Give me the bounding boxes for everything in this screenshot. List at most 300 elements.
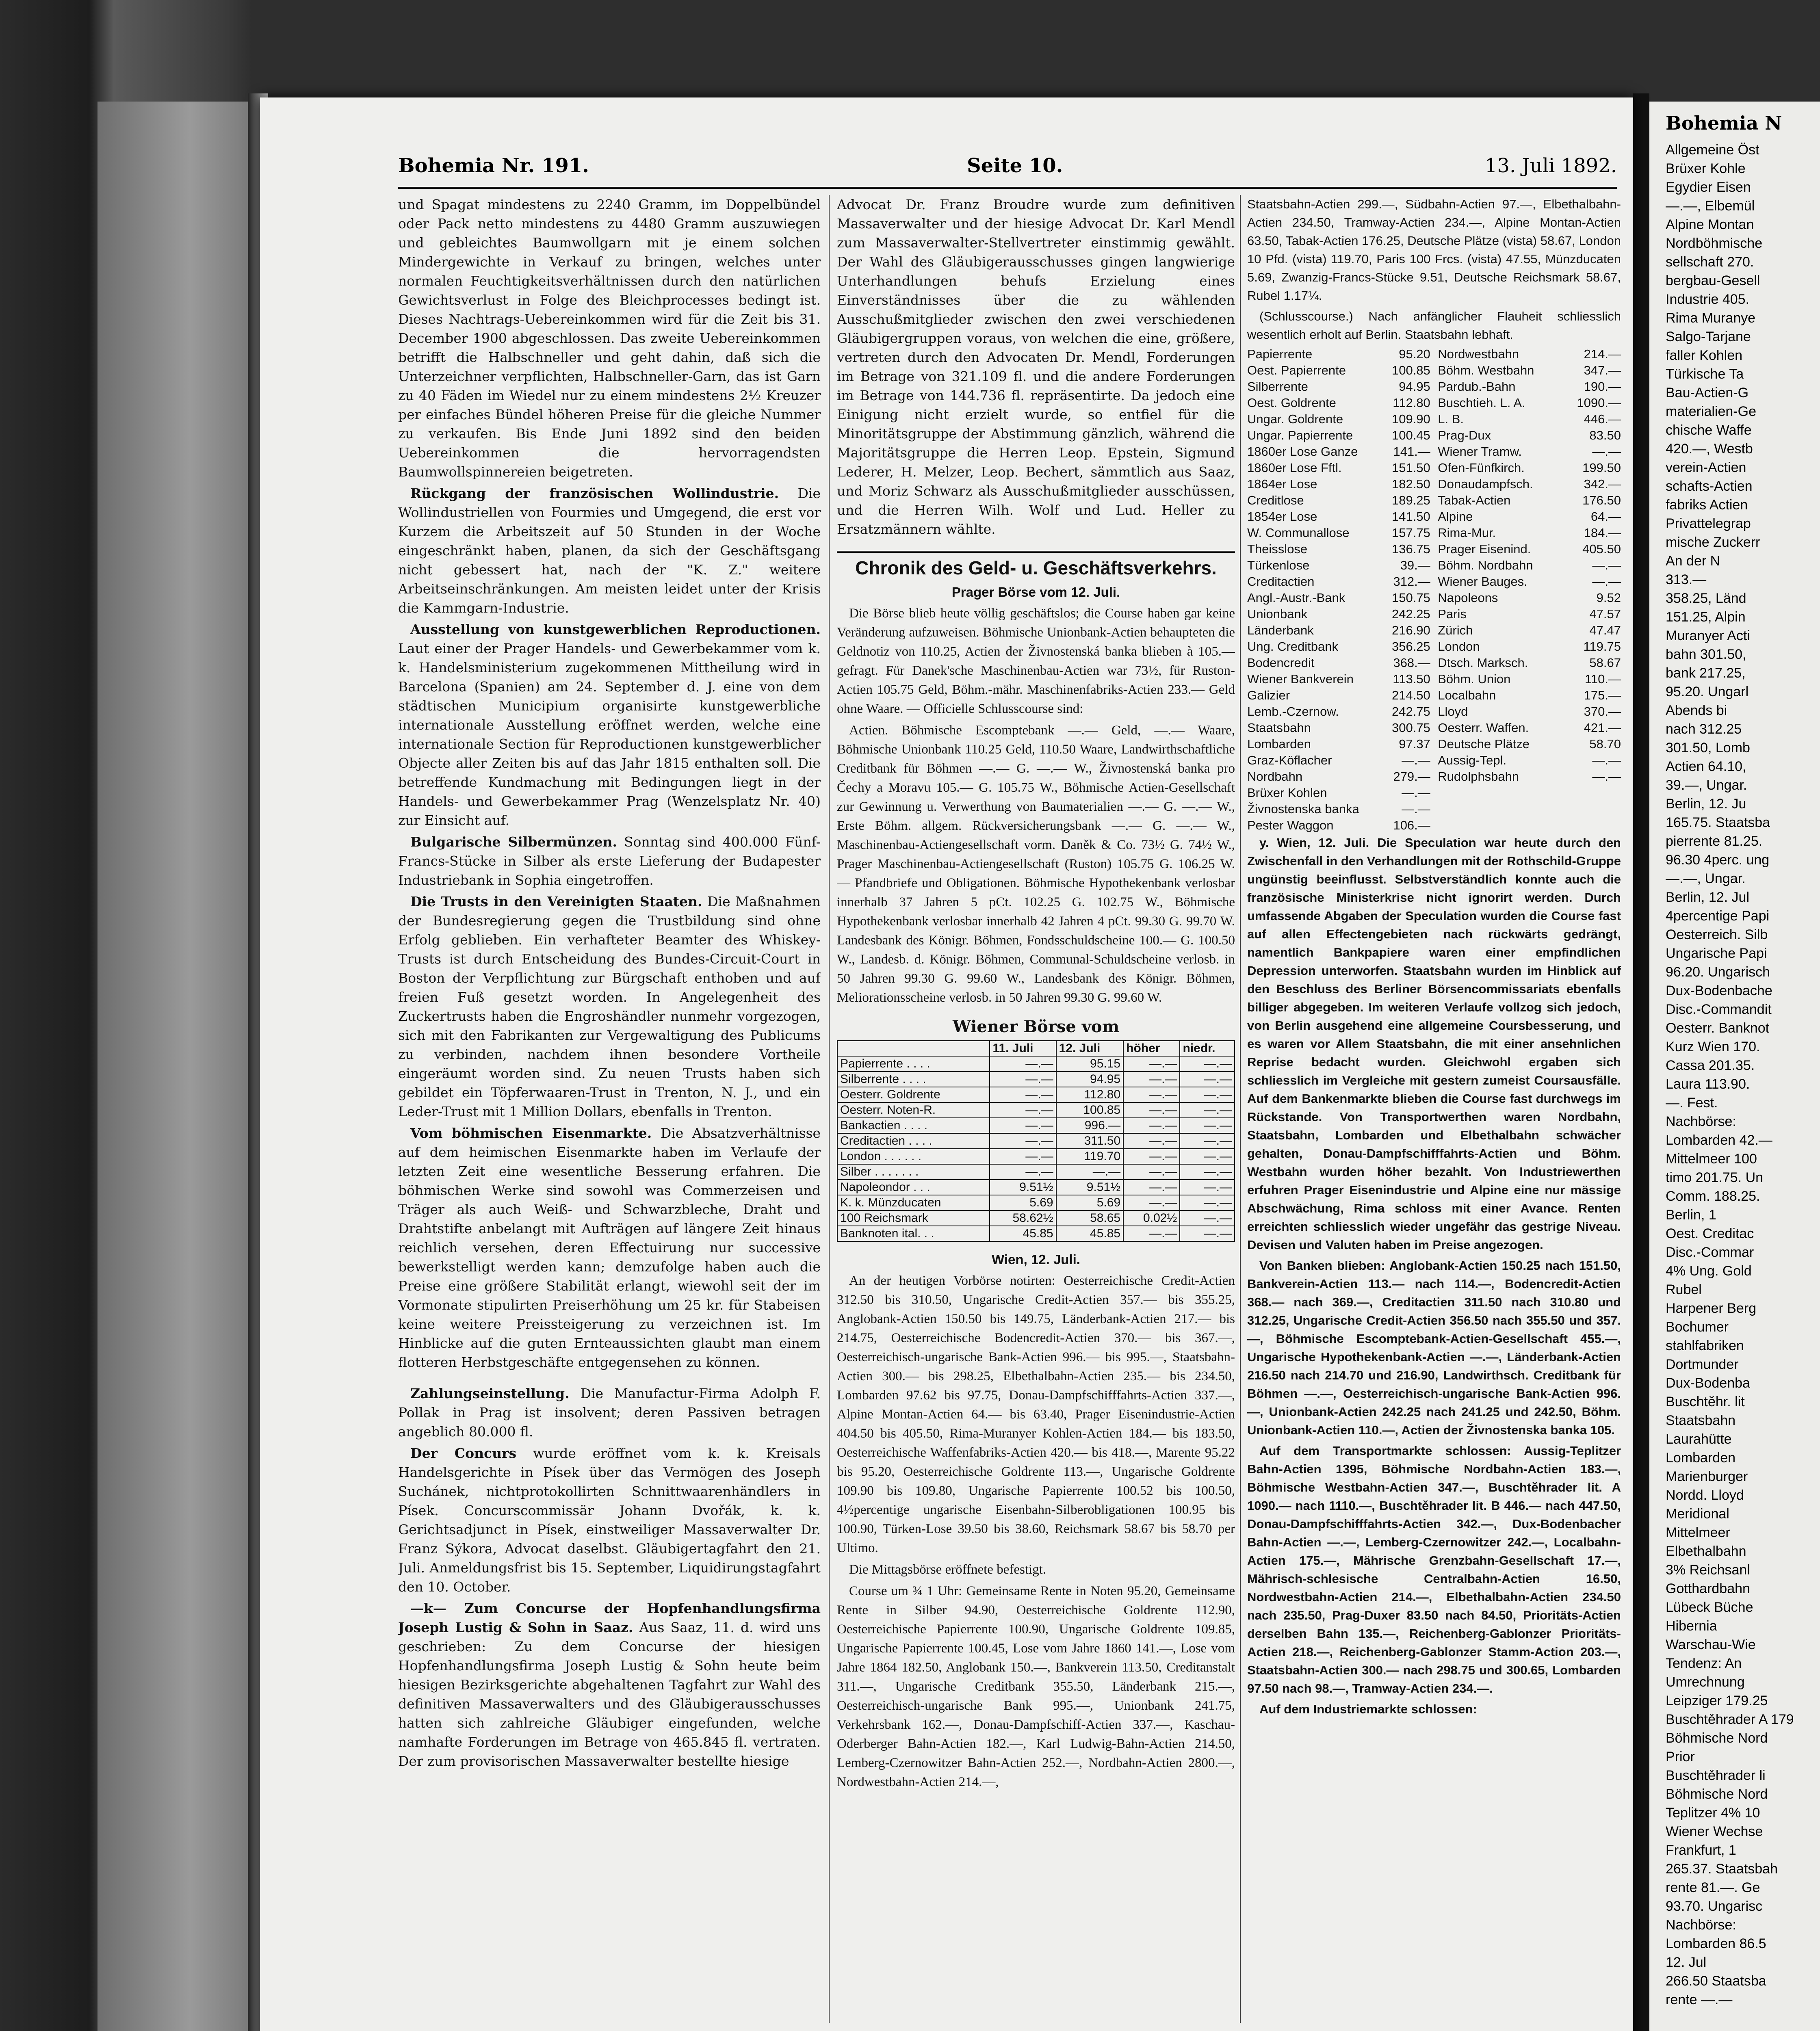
exchange-table-title: Wiener Börse vom (952, 1017, 1120, 1036)
table-cell: Napoleondor . . . (837, 1180, 990, 1195)
rate-name: Localbahn (1438, 688, 1496, 702)
next-page-line: 4% Ung. Gold (1666, 1263, 1752, 1279)
rate-row (1438, 769, 1621, 785)
rate-row (1438, 509, 1621, 525)
rate-row (1247, 379, 1430, 395)
rate-row (1438, 346, 1621, 362)
table-cell: —.— (1123, 1133, 1180, 1149)
rate-value: 300.75 (1391, 721, 1430, 735)
next-page-line: Nachbörse: (1666, 1114, 1736, 1129)
rate-name: Aussig-Tepl. (1438, 753, 1507, 767)
rate-value: 58.67 (1589, 656, 1621, 670)
next-page-line: Disc.-Commandit (1666, 1002, 1772, 1017)
next-page-line: Egydier Eisen (1666, 180, 1751, 195)
rate-name: Galizier (1247, 688, 1290, 702)
rate-row (1247, 346, 1430, 362)
rate-row (1247, 752, 1430, 769)
table-cell: Oesterr. Noten-R. (837, 1102, 990, 1118)
next-page-line: Berlin, 1 (1666, 1207, 1716, 1223)
next-page-line: 3% Reichsanl (1666, 1562, 1750, 1578)
table-cell: Silber . . . . . . . (837, 1164, 990, 1180)
table-cell: Bankactien . . . . (837, 1118, 990, 1133)
rate-row (1247, 639, 1430, 655)
rate-row (1247, 444, 1430, 460)
rate-value: 151.50 (1391, 461, 1430, 475)
table-cell: 95.15 (1056, 1056, 1124, 1072)
rate-name: Oest. Papierrente (1247, 363, 1346, 377)
table-cell: —.— (1123, 1164, 1180, 1180)
rate-row (1438, 720, 1621, 736)
next-page-line: faller Kohlen (1666, 348, 1743, 363)
paragraph: Die Mittagsbörse eröffnete befestigt. (849, 1562, 1046, 1577)
next-page-header: Bohemia N (1666, 112, 1782, 134)
next-page-line: Tendenz: An (1666, 1656, 1742, 1671)
rate-row (1247, 655, 1430, 671)
rate-value: 242.25 (1391, 607, 1430, 621)
next-page-line: 265.37. Staatsbah (1666, 1861, 1778, 1877)
paragraph: Die Manufactur-Firma Adolph F. Pollak in Prag ist insolvent; deren Passiven betragen angeblich 80.000 fl. (398, 1386, 821, 1440)
paragraph: Course um ¾ 1 Uhr: Gemeinsame Rente in Noten 95.20, Gemeinsame Rente in Silber 94.90, Oesterreichische Goldrente 112.90, Oesterreichische Papierrente 100.90, Ungarische Goldrente 109.85, Ungarische Papierrente 100.45, Lose vom Jahre 1860 141.—, Lose vom Jahre 1864 182.50, Anglobank 150.—, Bankverein 113.50, Creditanstalt 311.—, Ungarische Creditbank 355.50, Länderbank 215.—, Oesterreichisch-ungarische Bank 995.—, Unionbank 241.75, Verkehrsbank 162.—, Donau-Dampfschiff-Actien 337.—, Kaschau-Oderberger Bahn-Actien 182.—, Karl Ludwig-Bahn-Actien 214.50, Lemberg-Czernowitzer Bahn-Actien 252.—, Nordbahn-Actien 2800.—, Nordwestbahn-Actien 214.—, (837, 1584, 1235, 1789)
table-cell: 5.69 (990, 1195, 1056, 1210)
rate-value: —.— (1402, 753, 1430, 767)
rates-right (1438, 346, 1621, 834)
next-page-line: 358.25, Länd (1666, 591, 1746, 606)
table-cell: —.— (1123, 1180, 1180, 1195)
page-gap (1633, 93, 1649, 2031)
rate-name: Buschtieh. L. A. (1438, 396, 1525, 410)
rate-value: —.— (1592, 574, 1621, 589)
rate-name: Ungar. Papierrente (1247, 428, 1353, 442)
rate-name: 1864er Lose (1247, 477, 1317, 491)
rate-value: 184.— (1584, 526, 1621, 540)
rate-value: 113.50 (1393, 672, 1430, 686)
rate-name: 1860er Lose Fftl. (1247, 461, 1342, 475)
rate-value: —.— (1592, 444, 1621, 459)
table-cell: —.— (990, 1118, 1056, 1133)
rate-name: Wiener Bauges. (1438, 574, 1528, 589)
table-header-cell: 12. Juli (1056, 1041, 1124, 1056)
rate-name: Ungar. Goldrente (1247, 412, 1343, 426)
next-page-line: Umrechnung (1666, 1674, 1745, 1690)
paragraph: An der heutigen Vorbörse notirten: Oesterreichische Credit-Actien 312.50 bis 310.50, Ungarische Credit-Actien 357.— bis 355.25, Anglobank-Actien 150.50 bis 149.75, Länderbank-Actien 217.— bis 214.75, Oesterreichische Bodencredit-Actien 370.— bis 367.—, Oesterreichisch-ungarische Bank-Actien 996.— bis 995.—, Staatsbahn-Actien 300.— bis 298.25, Elbethalbahn-Actien 235.— bis 234.50, Lombarden 97.62 bis 97.75, Donau-Dampfschifffahrts-Actien 337.—, Alpine Montan-Actien 64.— bis 63.40, Prager Eisenindustrie-Actien 404.50 bis 405.50, Rima-Muranyer Kohlen-Actien 184.— bis 183.50, Oesterreichische Waffenfabriks-Actien 420.— bis 418.—, Marente 95.22 bis 95.20, Oesterreichische Goldrente 113.—, Ungarische Goldrente 109.90 bis 109.80, Ungarische Papierrente 100.52 bis 100.50, 4½percentige ungarische Eisenbahn-Silberobligationen 100.95 bis 100.90, Türken-Lose 39.50 bis 38.60, Reichsmark 58.67 bis 58.70 per Ultimo. (837, 1273, 1235, 1555)
next-page-line: chische Waffe (1666, 422, 1752, 438)
table-row (837, 1087, 1235, 1102)
rate-name: Živnostenska banka (1247, 802, 1359, 816)
section-title: Chronik des Geld- u. Geschäftsverkehrs. (837, 551, 1235, 578)
paragraph: und Spagat mindestens zu 2240 Gramm, im Doppelbündel oder Pack netto mindestens zu 4480 Gramm auszuwiegen und gebleichtes Baumwollgarn mit je einem solchen Mindergewichte in Verkauf zu bringen, welches unter normalen Feuchtigkeitsverhältnissen durch den natürlichen Gewichtsverlust in Folge des Bleichprocesses bedingt ist. Dieses Nachtrags-Uebereinkommen wird für die Zeit bis 31. December 1900 abgeschlossen. Das zweite Uebereinkommen betrifft die Halbschneller und geht dahin, daß sich die Unterzeichner verpflichten, Halbschneller-Garn, das ist Garn zu 40 Fäden im Wiedel nur zu einem mindestens 2½ Kreuzer per einfaches Bündel höheren Preise für die gleiche Nummer zu verkaufen. Bis Ende Juni 1892 sind den beiden Uebereinkommen die hervorragendsten Baumwollspinnereien beigetreten. (398, 197, 821, 480)
table-cell: —.— (990, 1149, 1056, 1164)
rate-value: 242.75 (1391, 704, 1430, 719)
rate-row (1438, 704, 1621, 720)
table-cell: Papierrente . . . . (837, 1056, 990, 1072)
rate-value: 405.50 (1582, 542, 1621, 556)
rate-value: 94.95 (1399, 379, 1430, 394)
paragraph: Auf dem Transportmarkte schlossen: Aussig-Teplitzer Bahn-Actien 1395, Böhmische Nordbahn-Actien 183.—, Böhmische Westbahn-Actien 347.—, Buschtěhrader lit. A 1090.— nach 1110.—, Buschtěhrader lit. B 446.— nach 447.50, Donau-Dampfschifffahrts-Actien 342.—, Dux-Bodenbacher Bahn-Actien —.—, Lemberg-Czernowitzer 242.—, Localbahn-Actien 175.—, Mährische Grenzbahn-Gesellschaft 17.—, Mährisch-schlesische Centralbahn-Actien 16.50, Nordwestbahn-Actien 214.—, Elbethalbahn-Actien 234.50 nach 235.50, Prag-Duxer 83.50 nach 84.50, Prioritäts-Actien derselben Bahn 135.—, Reichenberg-Gablonzer Prioritäts-Actien 218.—, Reichenberg-Gablonzer Stamm-Action 203.—, Staatsbahn-Actien 300.— nach 298.75 und 300.65, Lombarden 97.50 nach 98.—, Tramway-Actien 234.—. (1247, 1444, 1621, 1695)
paragraph: Die Absatzverhältnisse auf dem heimischen Eisenmarkte haben im Verlaufe der letzten Zeit eine wesentliche Besserung erfahren. Die böhmischen Werke sind sowohl was Commerzeisen und Träger als auch Weiß- und Schwarzbleche, Draht und Drahtstifte anbelangt mit Aufträgen auf längere Zeit hinaus reichlich versehen, deren Effectuirung nur successive bewerkstelligt werden kann; demzufolge haben auch die Preise eine größere Stabilität erlangt, wiewohl seit der im Vormonate stipulirten Preiserhöhung um 25 kr. für Stabeisen keine weitere Preissteigerung zu verzeichnen ist. Im Hinblicke auf die guten Ernteaussichten glaubt man einem flotteren Herbstgeschäfte entgegensehen zu können. (398, 1125, 821, 1370)
next-page-line: Bau-Actien-G (1666, 385, 1749, 401)
next-page-line: Dortmunder (1666, 1357, 1739, 1372)
next-page-line: Böhmische Nord (1666, 1786, 1768, 1802)
next-page-lines (1666, 141, 1812, 2009)
next-page-line: fabriks Actien (1666, 497, 1748, 513)
table-row (837, 1072, 1235, 1087)
rate-value: 216.90 (1391, 623, 1430, 637)
table-cell: 112.80 (1056, 1087, 1124, 1102)
next-page-line: Brüxer Kohle (1666, 161, 1746, 176)
table-cell: —.— (1123, 1149, 1180, 1164)
table-row (837, 1226, 1235, 1241)
table-row (837, 1118, 1235, 1133)
table-cell: —.— (1180, 1195, 1235, 1210)
rate-row (1438, 427, 1621, 444)
rate-name: Oesterr. Waffen. (1438, 721, 1529, 735)
table-header-cell: niedr. (1180, 1041, 1235, 1056)
table-cell: 45.85 (1056, 1226, 1124, 1241)
rate-value: 214.— (1584, 347, 1621, 361)
rate-value: 342.— (1584, 477, 1621, 491)
next-page-line: Berlin, 12. Jul (1666, 890, 1749, 905)
rate-name: Böhm. Union (1438, 672, 1511, 686)
rate-name: Papierrente (1247, 347, 1313, 361)
rate-value: 64.— (1590, 509, 1621, 524)
rate-row (1438, 411, 1621, 427)
table-cell: —.— (1123, 1226, 1180, 1241)
table-cell: —.— (1123, 1195, 1180, 1210)
rate-value: —.— (1402, 786, 1430, 800)
page-header (398, 154, 1617, 183)
article-heading: Der Concurs (410, 1445, 517, 1461)
next-page-line: nach 312.25 (1666, 721, 1742, 737)
next-page-line: sellschaft 270. (1666, 254, 1754, 270)
rate-row (1438, 460, 1621, 476)
table-cell: Oesterr. Goldrente (837, 1087, 990, 1102)
table-cell: 311.50 (1056, 1133, 1124, 1149)
rate-row (1247, 460, 1430, 476)
next-page-line: Berlin, 12. Ju (1666, 796, 1746, 812)
table-row (837, 1102, 1235, 1118)
rate-value: 141.50 (1391, 509, 1430, 524)
rate-name: Tabak-Actien (1438, 493, 1511, 507)
rate-name: Lemb.-Czernow. (1247, 704, 1339, 719)
article-heading: Bulgarische Silbermünzen. (410, 834, 617, 850)
section-subtitle: Wien, 12. Juli. (992, 1252, 1080, 1267)
table-cell: 119.70 (1056, 1149, 1124, 1164)
rate-name: Nordbahn (1247, 769, 1303, 784)
rate-row (1247, 736, 1430, 752)
rate-value: 119.75 (1583, 639, 1621, 654)
rate-value: 199.50 (1582, 461, 1621, 475)
column-divider (829, 195, 830, 2023)
table-cell: —.— (1180, 1087, 1235, 1102)
next-page-line: Lombarden 42.— (1666, 1132, 1772, 1148)
next-page-line: bergbau-Gesell (1666, 273, 1760, 288)
next-page-line: 39.—, Ungar. (1666, 777, 1747, 793)
next-page-line: timo 201.75. Un (1666, 1170, 1764, 1185)
rate-name: Böhm. Nordbahn (1438, 558, 1533, 572)
paragraph: Auf dem Industriemarkte schlossen: (1259, 1702, 1477, 1716)
rate-name: 1860er Lose Ganze (1247, 444, 1358, 459)
paragraph: Sonntag sind 400.000 Fünf-Francs-Stücke in Silber als erste Lieferung der Budapester Industriebank in Sophia eingetroffen. (398, 834, 821, 888)
article-heading: Ausstellung von kunstgewerblichen Reproductionen. (410, 621, 821, 637)
rate-row (1247, 509, 1430, 525)
table-cell: London . . . . . . (837, 1149, 990, 1164)
table-cell: —.— (1180, 1226, 1235, 1241)
rate-value: 95.20 (1399, 347, 1430, 361)
next-page-line: schafts-Actien (1666, 479, 1753, 494)
column-3 (1247, 195, 1621, 2031)
next-page-line: Abends bi (1666, 703, 1727, 718)
rate-row (1247, 671, 1430, 687)
rate-value: 189.25 (1391, 493, 1430, 507)
next-page-line: 313.— (1666, 572, 1707, 587)
rate-value: 214.50 (1391, 688, 1430, 702)
table-cell: —.— (990, 1102, 1056, 1118)
rate-name: Deutsche Plätze (1438, 737, 1530, 751)
table-cell: —.— (1123, 1056, 1180, 1072)
rate-name: Wiener Bankverein (1247, 672, 1354, 686)
rate-row (1247, 427, 1430, 444)
section-subtitle: Prager Börse vom 12. Juli. (951, 585, 1120, 600)
rate-row (1438, 606, 1621, 622)
rate-name: Graz-Köflacher (1247, 753, 1332, 767)
rate-name: 1854er Lose (1247, 509, 1317, 524)
next-page-line: Lombarden 86.5 (1666, 1936, 1766, 1951)
next-page-line: 420.—, Westb (1666, 441, 1753, 457)
table-cell: 9.51½ (990, 1180, 1056, 1195)
rate-name: Theisslose (1247, 542, 1308, 556)
table-cell: 58.62½ (990, 1210, 1056, 1226)
header-rule (398, 187, 1617, 189)
rate-value: 150.75 (1391, 591, 1430, 605)
paragraph: wurde eröffnet vom k. k. Kreisals Handelsgerichte in Písek über das Vermögen des Joseph Suchánek, nichtprotokollirten Schnittwaarenhändlers in Písek. Concurscommissär Johann Dvořák, k. k. Gerichtsadjunct in Písek, einstweiliger Massaverwalter Dr. Franz Sýkora, Advocat daselbst. Gläubigertagfahrt den 21. Juli. Anmeldungsfrist bis 15. September, Liquidirungstagfahrt den 10. October. (398, 1445, 821, 1595)
rate-name: Paris (1438, 607, 1467, 621)
paragraph: Die Speculation war heute durch den Zwischenfall in den Verhandlungen mit der Rothschild-Gruppe ungünstig beeinflusst. Selbstverständlich konnte auch die französische Ministerkrise nicht ignorirt werden. Durch umfassende Abgaben der Speculation wurden die Course fast auf allen Effectengebieten nach rückwärts gedrängt, namentlich Bankpapiere waren einer empfindlichen Depression unterworfen. Staatsbahn wurden im Hinblick auf den Beschluss des Berliner Börsencommissariats ebenfalls billiger abgegeben. Im weiteren Verlaufe vollzog sich jedoch, von Berlin ausgehend eine allgemeine Coursbesserung, und es waren vor Allem Staatsbahn, die mit einer ansehnlichen Reprise bedacht wurden. Gleichwohl ergaben sich schliesslich im Vergleiche mit gestern zumeist Coursausfälle. Auf dem Bankenmarkte blieben die Course fast durchwegs im Rückstande. Von Transportwerthen waren Nordbahn, Staatsbahn, Lombarden und Elbethalbahn schwächer gehalten, Donau-Dampfschifffahrts-Actien und Böhm. Westbahn wurden höher bezahlt. Von Industriewerthen erfuhren Prager Eisenindustrie und Alpine eine nur mässige Abschwächung, Rima schloss mit einer Avance. Renten erreichten schliesslich wieder ungefähr das gestrige Niveau. Devisen und Valuten haben im Preise angezogen. (1247, 836, 1621, 1252)
rate-name: Angl.-Austr.-Bank (1247, 591, 1346, 605)
table-cell: Creditactien . . . . (837, 1133, 990, 1149)
rate-name: L. B. (1438, 412, 1464, 426)
table-cell: Banknoten ital. . . (837, 1226, 990, 1241)
rate-row (1438, 395, 1621, 411)
rate-name: Ung. Creditbank (1247, 639, 1339, 654)
table-cell: 0.02½ (1123, 1210, 1180, 1226)
table-cell: 58.65 (1056, 1210, 1124, 1226)
rate-name: Alpine (1438, 509, 1473, 524)
rate-name: Bodencredit (1247, 656, 1315, 670)
paragraph: Laut einer der Prager Handels- und Gewerbekammer vom k. k. Handelsministerium zugekommenen Mittheilung wird in Barcelona (Spanien) am 24. September d. J. eine von dem städtischen Municipium organisirte kunstgewerbliche internationale Ausstellung eröffnet werden, welche eine internationale Section für Reproductionen kunstgewerblicher Objecte aller Zeiten bis auf das Jahr 1815 enthalten soll. Die betreffende Kundmachung mit Bedingungen liegt in der Handels- und Gewerbekammer Prag (Wenzelsplatz Nr. 40) zur Einsicht auf. (398, 641, 821, 828)
rate-value: 47.47 (1589, 623, 1621, 637)
rate-name: Zürich (1438, 623, 1473, 637)
rate-value: 368.— (1393, 656, 1430, 670)
column-1 (398, 195, 821, 2031)
table-cell: —.— (1056, 1164, 1124, 1180)
column-2 (837, 195, 1235, 2031)
table-cell: 5.69 (1056, 1195, 1124, 1210)
next-page-line: Buschtěhrader li (1666, 1768, 1766, 1783)
next-page-line: Harpener Berg (1666, 1301, 1757, 1316)
next-page-line: 151.25, Alpin (1666, 609, 1746, 625)
rate-value: 136.75 (1391, 542, 1430, 556)
next-page-line: Rubel (1666, 1282, 1702, 1297)
next-page-fragment (1649, 102, 1820, 2031)
next-page-line: Oest. Creditac (1666, 1226, 1754, 1241)
rate-name: Länderbank (1247, 623, 1314, 637)
rate-value: 58.70 (1589, 737, 1621, 751)
rate-row (1438, 444, 1621, 460)
rate-name: Lombarden (1247, 737, 1311, 751)
rate-name: W. Communallose (1247, 526, 1350, 540)
rate-row (1438, 362, 1621, 379)
next-page-line: bahn 301.50, (1666, 647, 1746, 662)
rate-name: Böhm. Westbahn (1438, 363, 1534, 377)
rate-value: 100.85 (1391, 363, 1430, 377)
rate-row (1438, 655, 1621, 671)
table-cell: —.— (1180, 1133, 1235, 1149)
rate-value: 157.75 (1391, 526, 1430, 540)
table-cell: 94.95 (1056, 1072, 1124, 1087)
rate-value: 100.45 (1391, 428, 1430, 442)
next-page-line: Böhmische Nord (1666, 1730, 1768, 1746)
rate-value: 356.25 (1391, 639, 1430, 654)
rate-row (1247, 687, 1430, 704)
rate-row (1247, 476, 1430, 492)
table-row (837, 1180, 1235, 1195)
rate-value: 446.— (1584, 412, 1621, 426)
table-cell: —.— (1180, 1210, 1235, 1226)
previous-page-edge (98, 102, 252, 2031)
rate-row (1247, 492, 1430, 509)
next-page-line: —.—, Ungar. (1666, 871, 1746, 886)
article-heading: Vom böhmischen Eisenmarkte. (410, 1125, 652, 1141)
rate-value: 190.— (1584, 379, 1621, 394)
next-page-line: stahlfabriken (1666, 1338, 1744, 1353)
rate-row (1247, 590, 1430, 606)
next-page-line: 12. Jul (1666, 1955, 1707, 1970)
next-page-line: Leipziger 179.25 (1666, 1693, 1768, 1708)
article-heading: —k— Zum Concurse der Hopfenhandlungsfirma Joseph Lustig & Sohn in Saaz. (398, 1600, 821, 1635)
next-page-line: Elbethalbahn (1666, 1544, 1746, 1559)
table-cell: —.— (990, 1056, 1056, 1072)
table-cell: —.— (1180, 1180, 1235, 1195)
rate-name: Wiener Tramw. (1438, 444, 1522, 459)
rate-value: 106.— (1393, 818, 1430, 832)
table-row (837, 1164, 1235, 1180)
rate-row (1247, 801, 1430, 817)
next-page-text (1649, 102, 1820, 2009)
rate-row (1247, 525, 1430, 541)
next-page-line: Mittelmeer 100 (1666, 1151, 1757, 1167)
next-page-line: Buschtěhr. lit (1666, 1394, 1745, 1410)
next-page-line: Lombarden (1666, 1450, 1736, 1466)
rate-value: —.— (1402, 802, 1430, 816)
table-header-cell (837, 1041, 990, 1056)
article-heading: Zahlungseinstellung. (410, 1386, 570, 1401)
table-cell: —.— (1123, 1102, 1180, 1118)
table-body (837, 1056, 1235, 1241)
rates-left (1247, 346, 1430, 834)
article-heading: Rückgang der französischen Wollindustrie. (410, 485, 779, 501)
rate-value: 176.50 (1582, 493, 1621, 507)
rate-row (1247, 720, 1430, 736)
next-page-line: Staatsbahn (1666, 1413, 1736, 1428)
next-page-line: Mittelmeer (1666, 1525, 1730, 1540)
article-heading: y. Wien, 12. Juli. (1259, 836, 1369, 850)
next-page-line: 266.50 Staatsba (1666, 1973, 1766, 1989)
paragraph: Die Börse blieb heute völlig geschäftslos; die Course haben gar keine Veränderung aufzuweisen. Böhmische Unionbank-Actien behaupteten die Geldnotiz von 110.25, Actien der Živnostenská banka blieben à 105.— gefragt. Für Danek'sche Maschinenbau-Actien war 73½, für Ruston-Actien 105.75 Geld, Böhm.-mähr. Maschinenfabriks-Actien 233.— Geld ohne Waare. — Officielle Schlusscourse sind: (837, 606, 1235, 716)
next-page-line: 96.30 4perc. ung (1666, 852, 1770, 868)
next-page-line: Comm. 188.25. (1666, 1189, 1760, 1204)
table-cell: 100.85 (1056, 1102, 1124, 1118)
rate-row (1438, 492, 1621, 509)
paragraph: Actien. Böhmische Escomptebank —.— Geld, —.— Waare, Böhmische Unionbank 110.25 Geld, 110.50 Waare, Landwirthschaftliche Creditbank für Böhmen —.— G. —.— W., Živnostenská banka pro Čechy a Moravu 105.— G. 105.75 W., Böhmische Actien-Gesellschaft zur Gewinnung u. Verwerthung von Baumaterialien —.— G. —.— W., Erste Böhm. allgem. Rückversicherungsbank —.— G. —.— W., Maschinenbau-Actiengesellschaft vorm. Daněk & Co. 73½ G. 74½ W., Prager Maschinenbau-Actiengesellschaft (Ruston) 105.75 G. 106.25 W. — Pfandbriefe und Obligationen. Böhmische Hypothekenbank verlosbar innerhalb 37 Jahren 5 pCt. 102.25 G. 102.75 W., Böhmische Hypothekenbank verlosbar innerhalb 42 Jahren 4 pCt. 99.30 G. 99.70 W. Landesbank des Königr. Böhmen, Fondsschuldscheine 100.— G. 100.50 W., Landesb. d. Königr. Böhmen, Communal-Schuldscheine verlosb. in 50 Jahren 99.30 G. 99.60 W., Landesbank des Königr. Böhmen, Meliorationsscheine verlosb. in 50 Jahren 99.30 G. 99.60 W. (837, 723, 1235, 1005)
rate-value: 175.— (1584, 688, 1621, 702)
rate-row (1438, 574, 1621, 590)
rate-value: 141.— (1393, 444, 1430, 459)
rate-name: Staatsbahn (1247, 721, 1311, 735)
rate-row (1247, 622, 1430, 639)
newspaper-page (260, 97, 1633, 2031)
next-page-line: verein-Actien (1666, 460, 1746, 475)
next-page-line: Ungarische Papi (1666, 946, 1767, 961)
paragraph: Staatsbahn-Actien 299.—, Südbahn-Actien 97.—, Elbethalbahn-Actien 234.50, Tramway-Actien 234.—, Alpine Montan-Actien 63.50, Tabak-Actien 176.25, Deutsche Plätze (vista) 58.67, London 10 Pfd. (vista) 119.70, Paris 100 Frcs. (vista) 47.55, Münzducaten 5.69, Zwanzig-Francs-Stücke 9.51, Deutsche Reichsmark 58.67, Rubel 1.17¼. (1247, 197, 1621, 303)
rate-value: 83.50 (1589, 428, 1621, 442)
rate-row (1247, 395, 1430, 411)
rate-name: Prag-Dux (1438, 428, 1491, 442)
next-page-line: Nachbörse: (1666, 1917, 1736, 1933)
next-page-line: Muranyer Acti (1666, 628, 1750, 643)
table-cell: —.— (1180, 1164, 1235, 1180)
rate-name: Türkenlose (1247, 558, 1310, 572)
next-page-line: bank 217.25, (1666, 665, 1746, 681)
next-page-line: 93.70. Ungarisc (1666, 1899, 1763, 1914)
table-header-cell: 11. Juli (990, 1041, 1056, 1056)
rate-value: 421.— (1584, 721, 1621, 735)
table-row (837, 1210, 1235, 1226)
next-page-line: Actien 64.10, (1666, 759, 1746, 774)
paragraph: Die Maßnahmen der Bundesregierung gegen die Trustbildung sind ohne Erfolg geblieben. Ein verhafteter Beamter des Whiskey-Trusts ist durch Entscheidung des Bundes-Circuit-Court in Boston der Verpflichtung zur Bürgschaft enthoben und auf freien Fuß gesetzt worden. In Angelegenheit des Zuckertrusts haben die Engroshändler nunmehr vorgezogen, sich mit den Fabrikanten zur Vergewaltigung des Publicums zu verbinden, nachdem ihnen besondere Vortheile eingeräumt worden sind. Zu neuen Trusts haben sich gebildet ein Töpferwaaren-Trust in Trenton, N. J., und ein Leder-Trust mit 1 Million Dollars, ebenfalls in Trenton. (398, 894, 821, 1119)
next-page-line: Privattelegrap (1666, 516, 1751, 531)
rate-value: 312.— (1393, 574, 1430, 589)
next-page-line: Kurz Wien 170. (1666, 1039, 1760, 1054)
next-page-line: Oesterr. Banknot (1666, 1020, 1770, 1036)
next-page-line: Lübeck Büche (1666, 1600, 1753, 1615)
rate-row (1247, 541, 1430, 557)
paper-title: Bohemia Nr. 191. (398, 154, 589, 177)
rate-value: 39.— (1400, 558, 1430, 572)
rate-row (1247, 785, 1430, 801)
table-cell: —.— (1123, 1118, 1180, 1133)
next-page-line: Teplitzer 4% 10 (1666, 1805, 1760, 1821)
next-page-line: Disc.-Commar (1666, 1245, 1754, 1260)
rate-value: 370.— (1584, 704, 1621, 719)
table-row (837, 1149, 1235, 1164)
rate-row (1247, 411, 1430, 427)
next-page-line: Nordböhmische (1666, 236, 1763, 251)
issue-date: 13. Juli 1892. (1484, 154, 1617, 177)
table-row (837, 1195, 1235, 1210)
table-cell: —.— (990, 1087, 1056, 1102)
next-page-line: Wiener Wechse (1666, 1824, 1763, 1839)
next-page-line: Hibernia (1666, 1618, 1717, 1634)
table-cell: —.— (1123, 1072, 1180, 1087)
rate-value: 279.— (1393, 769, 1430, 784)
rate-row (1247, 557, 1430, 574)
column-divider (1240, 195, 1241, 2023)
next-page-line: Laurahütte (1666, 1431, 1732, 1447)
table-row (837, 1056, 1235, 1072)
rate-value: 109.90 (1391, 412, 1430, 426)
rate-value: 9.52 (1596, 591, 1621, 605)
rate-row (1438, 541, 1621, 557)
